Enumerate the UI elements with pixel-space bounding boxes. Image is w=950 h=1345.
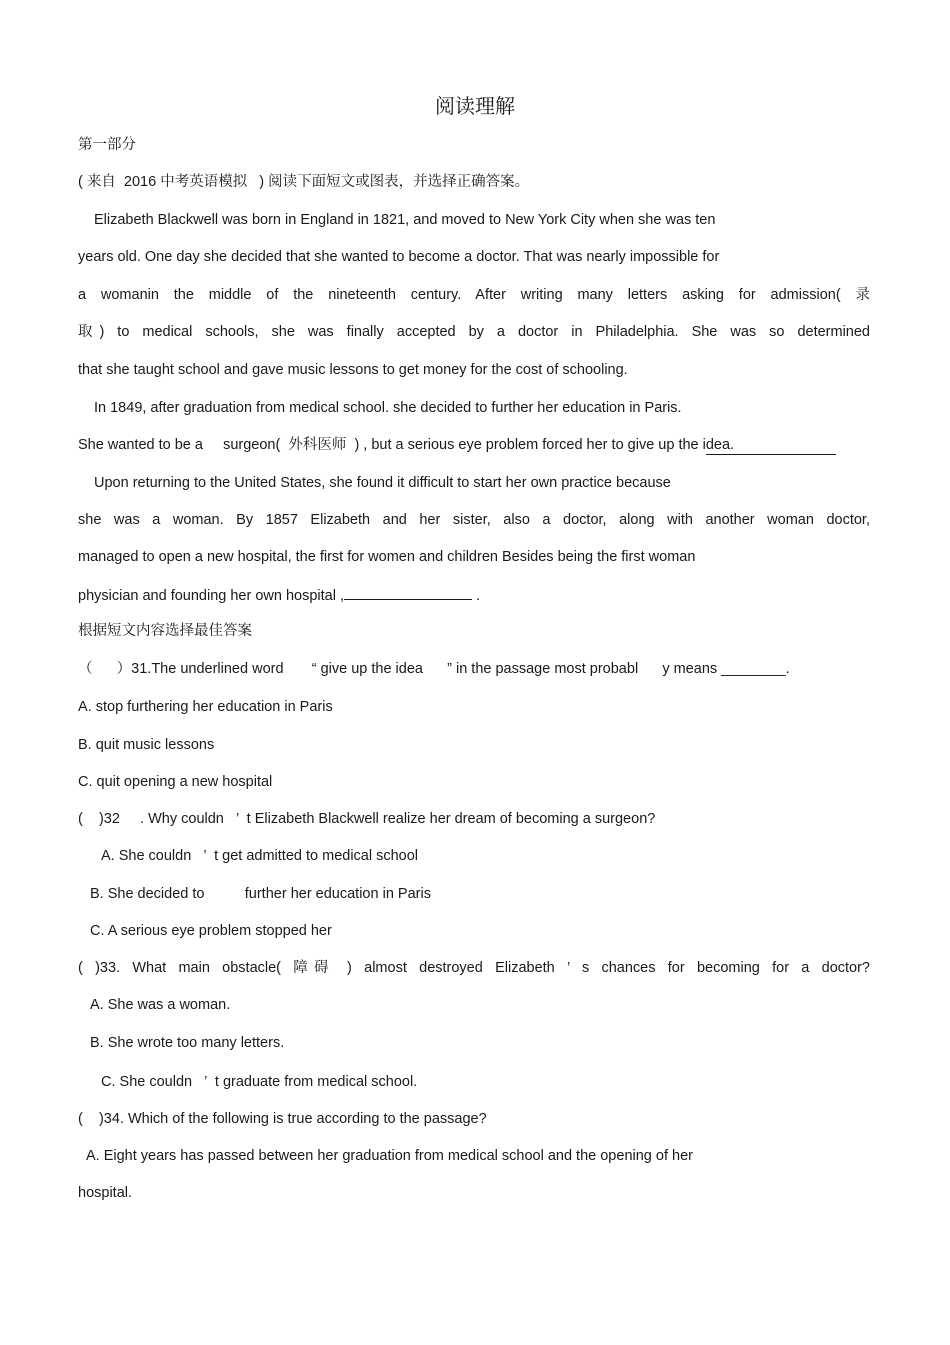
question-31: （ ）31.The underlined word “ give up the idea ” in the passage most probabl y means ________. [78, 661, 790, 677]
passage-text: She wanted to be a surgeon( 外科医师 ) , but a serious eye problem forced her to give up the i [78, 437, 706, 453]
passage-text: . [472, 588, 481, 604]
passage-line: Upon returning to the United States, she found it difficult to start her own practice because [94, 475, 671, 491]
option-31-c: C. quit opening a new hospital [78, 774, 273, 790]
passage-line [78, 436, 836, 455]
answer-blank [344, 585, 472, 600]
question-34: ( )34. Which of the following is true according to the passage? [78, 1111, 487, 1127]
question-32: ( )32 . Why couldn ’ t Elizabeth Blackwell realize her dream of becoming a surgeon? [78, 811, 656, 827]
option-34-a: A. Eight years has passed between her graduation from medical school and the opening of her [86, 1148, 693, 1164]
question-33: ( )33. What main obstacle( 障碍 ) almost destroyed Elizabeth ’ s chances for becoming for a doctor? [78, 960, 870, 976]
option-31-a: A. stop furthering her education in Paris [78, 699, 333, 715]
underlined-phrase: dea. [706, 436, 836, 455]
instruction: 根据短文内容选择最佳答案 [78, 623, 252, 639]
option-31-b: B. quit music lessons [78, 737, 215, 753]
section-heading: 第一部分 [78, 137, 136, 153]
passage-line: 取) to medical schools, she was finally accepted by a doctor in Philadelphia. She was so determined [78, 324, 870, 340]
passage-line: Elizabeth Blackwell was born in England in 1821, and moved to New York City when she was ten [94, 212, 716, 228]
passage-line [78, 585, 480, 605]
passage-text: physician and founding her own hospital , [78, 588, 345, 604]
page-title: 阅读理解 [435, 96, 515, 118]
passage-line: managed to open a new hospital, the first for women and children Besides being the first woman [78, 549, 696, 565]
option-33-b: B. She wrote too many letters. [90, 1035, 285, 1051]
option-32-a: A. She couldn ’ t get admitted to medical school [101, 848, 419, 864]
option-33-c: C. She couldn ’ t graduate from medical school. [101, 1074, 418, 1090]
passage-line: she was a woman. By 1857 Elizabeth and her sister, also a doctor, along with another woman doctor, [78, 512, 870, 528]
passage-line: years old. One day she decided that she wanted to become a doctor. That was nearly impossible for [78, 249, 720, 265]
option-32-c: C. A serious eye problem stopped her [90, 923, 332, 939]
passage-line: In 1849, after graduation from medical school. she decided to further her education in Paris. [94, 400, 682, 416]
passage-line: a womanin the middle of the nineteenth century. After writing many letters asking for admission( 录 [78, 287, 870, 303]
option-33-a: A. She was a woman. [90, 997, 231, 1013]
option-34-a-cont: hospital. [78, 1185, 133, 1201]
source-note: ( 来自 2016 中考英语模拟 ) 阅读下面短文或图表，并选择正确答案。 [78, 174, 530, 190]
passage-line: that she taught school and gave music lessons to get money for the cost of schooling. [78, 362, 628, 378]
option-32-b: B. She decided to further her education in Paris [90, 886, 431, 902]
